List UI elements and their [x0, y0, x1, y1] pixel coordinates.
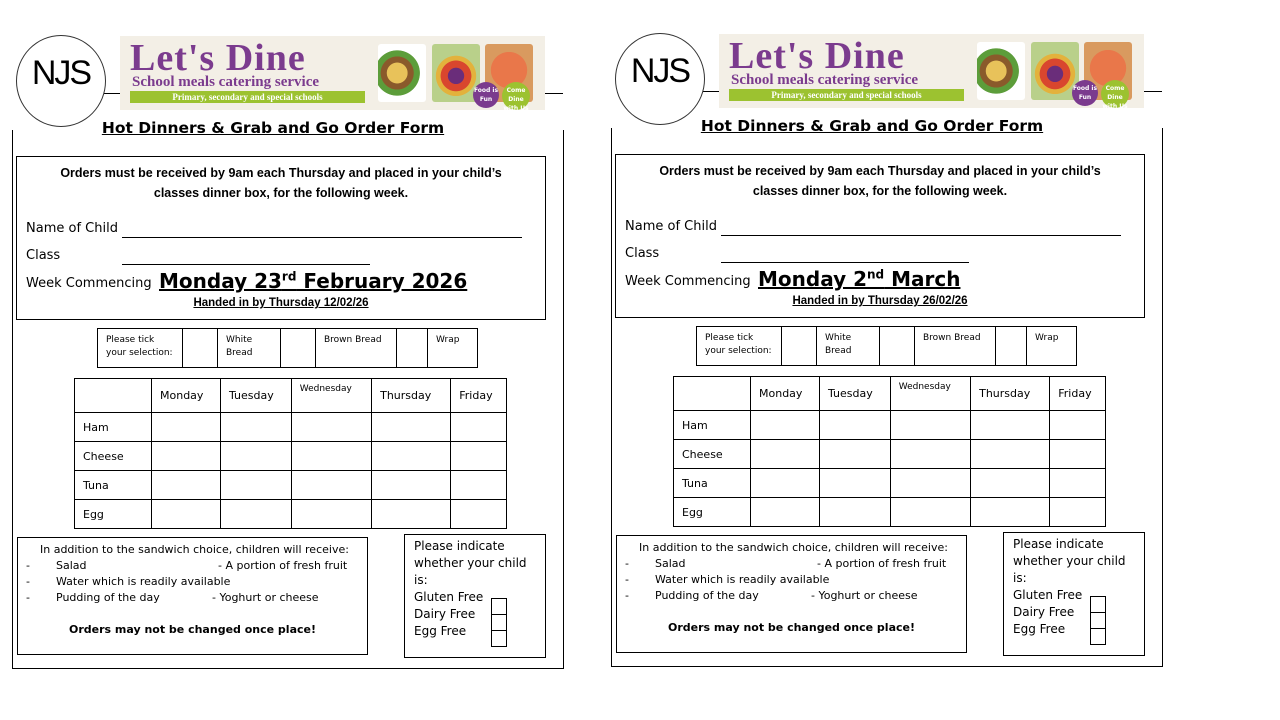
dietary-prompt: Please indicate [1013, 537, 1104, 551]
tick-box-white[interactable] [782, 327, 817, 366]
banner-subtitle: School meals catering service [132, 74, 320, 90]
day-header: Thursday [372, 379, 451, 413]
logo-text: NJS [31, 54, 91, 92]
filling-label: Egg [674, 498, 751, 527]
notice-line: Orders must be received by 9am each Thursday and placed in your child’s [659, 164, 1101, 178]
order-cell[interactable] [819, 469, 890, 498]
white-bread-label: White Bread [218, 329, 281, 368]
order-cell[interactable] [291, 471, 371, 500]
dietary-prompt: Please indicate [414, 539, 505, 553]
order-cell[interactable] [220, 500, 291, 529]
order-cell[interactable] [291, 442, 371, 471]
banner-subtitle: School meals catering service [731, 72, 919, 88]
order-cell[interactable] [372, 500, 451, 529]
order-cell[interactable] [152, 413, 221, 442]
table-row [674, 411, 1106, 440]
filling-label: Ham [674, 411, 751, 440]
wrap-label: Wrap [428, 329, 478, 368]
dietary-prompt: whether your child [414, 556, 527, 570]
dietary-prompt: whether your child [1013, 554, 1126, 568]
week-commencing-date [758, 267, 960, 291]
week-commencing-label: Week Commencing [26, 276, 152, 291]
bread-selection-table [97, 328, 478, 368]
filling-label: Egg [75, 500, 152, 529]
extras-box [17, 537, 368, 655]
divider [545, 93, 563, 94]
extras-item: - Yoghurt or cheese [212, 591, 319, 604]
week-rest: February 2026 [296, 269, 468, 293]
week-commencing-date [159, 269, 467, 293]
corner-cell [75, 379, 152, 413]
filling-label: Tuna [674, 469, 751, 498]
table-header [674, 377, 1106, 411]
day-header: Tuesday [819, 377, 890, 411]
tick-box-wrap[interactable] [996, 327, 1027, 366]
day-header: Monday [152, 379, 221, 413]
lets-dine-banner [120, 36, 545, 110]
order-form [599, 0, 1199, 718]
name-of-child-label: Name of Child [625, 219, 717, 234]
school-logo [16, 35, 106, 127]
extras-box [616, 535, 967, 653]
food-photo-roast [977, 42, 1025, 100]
order-cell[interactable] [372, 413, 451, 442]
class-field[interactable] [721, 262, 969, 263]
extras-item: Salad [56, 559, 87, 572]
bread-selection-table [696, 326, 1077, 366]
handed-in-deadline: Handed in by Thursday 26/02/26 [792, 295, 968, 307]
handed-in-deadline: Handed in by Thursday 12/02/26 [193, 297, 369, 309]
day-header: Wednesday [291, 379, 371, 413]
day-header: Wednesday [890, 377, 970, 411]
order-cell[interactable] [152, 471, 221, 500]
order-cell[interactable] [971, 498, 1050, 527]
table-row [674, 498, 1106, 527]
order-cell[interactable] [1050, 469, 1106, 498]
form-title: Hot Dinners & Grab and Go Order Form [101, 119, 445, 137]
bullet: - [625, 589, 629, 602]
wrap-label: Wrap [1027, 327, 1077, 366]
order-cell[interactable] [971, 469, 1050, 498]
order-cell[interactable] [220, 413, 291, 442]
table-header [75, 379, 507, 413]
day-header: Friday [451, 379, 507, 413]
notice-line: Orders must be received by 9am each Thursday and placed in your child’s [60, 166, 502, 180]
order-details-box [16, 156, 546, 320]
dairy-free-checkbox[interactable] [491, 614, 507, 631]
filling-label: Cheese [674, 440, 751, 469]
order-form [0, 0, 600, 720]
no-changes-warning: Orders may not be changed once place! [667, 621, 915, 634]
order-cell[interactable] [1050, 411, 1106, 440]
dairy-free-label: Dairy Free [414, 607, 476, 621]
food-photo-roast [378, 44, 426, 102]
brown-bread-label: Brown Bread [915, 327, 996, 366]
order-cell[interactable] [291, 500, 371, 529]
order-cell[interactable] [220, 471, 291, 500]
school-logo [615, 33, 705, 125]
corner-cell [674, 377, 751, 411]
filling-label: Cheese [75, 442, 152, 471]
divider [703, 91, 719, 92]
dietary-box [1003, 532, 1145, 656]
order-cell[interactable] [291, 413, 371, 442]
order-cell[interactable] [971, 411, 1050, 440]
gluten-free-label: Gluten Free [1013, 588, 1083, 602]
extras-item: Pudding of the day [655, 589, 759, 602]
order-cell[interactable] [372, 442, 451, 471]
lets-dine-banner [719, 34, 1144, 108]
order-cell[interactable] [819, 411, 890, 440]
notice-line: classes dinner box, for the following week. [752, 184, 1008, 198]
dairy-free-label: Dairy Free [1013, 605, 1075, 619]
order-cell[interactable] [451, 471, 507, 500]
order-cell[interactable] [152, 500, 221, 529]
order-cell[interactable] [152, 442, 221, 471]
white-bread-label: White Bread [817, 327, 880, 366]
extras-item: Water which is readily available [56, 575, 231, 588]
extras-item: Water which is readily available [655, 573, 830, 586]
filling-label: Ham [75, 413, 152, 442]
extras-intro: In addition to the sandwich choice, children will receive: [40, 543, 349, 556]
egg-free-checkbox[interactable] [491, 630, 507, 647]
week-commencing-label: Week Commencing [625, 274, 751, 289]
extras-item: - Yoghurt or cheese [811, 589, 918, 602]
week-day: Monday 23 [159, 269, 282, 293]
egg-free-checkbox[interactable] [1090, 628, 1106, 645]
tick-box-brown[interactable] [281, 329, 316, 368]
week-suffix: nd [867, 267, 885, 282]
extras-item: Salad [655, 557, 686, 570]
gluten-free-checkbox[interactable] [1090, 596, 1106, 613]
order-cell[interactable] [451, 442, 507, 471]
week-day: Monday 2 [758, 267, 867, 291]
table-row [674, 440, 1106, 469]
egg-free-label: Egg Free [1013, 622, 1066, 636]
logo-text: NJS [630, 52, 690, 90]
order-cell[interactable] [451, 413, 507, 442]
order-cell[interactable] [751, 440, 820, 469]
order-cell[interactable] [819, 498, 890, 527]
order-cell[interactable] [890, 498, 970, 527]
divider [1144, 91, 1162, 92]
dietary-box [404, 534, 546, 658]
extras-item: - A portion of fresh fruit [817, 557, 947, 570]
bread-prompt: Please tick your selection: [697, 327, 782, 366]
week-rest: March [884, 267, 961, 291]
order-cell[interactable] [751, 469, 820, 498]
order-cell[interactable] [890, 440, 970, 469]
order-cell[interactable] [819, 440, 890, 469]
name-of-child-label: Name of Child [26, 221, 118, 236]
tick-box-brown[interactable] [880, 327, 915, 366]
deadline-notice [17, 163, 545, 203]
class-field[interactable] [122, 264, 370, 265]
order-cell[interactable] [890, 411, 970, 440]
table-row [674, 469, 1106, 498]
bullet: - [625, 557, 629, 570]
form-title: Hot Dinners & Grab and Go Order Form [700, 117, 1044, 135]
divider [104, 93, 120, 94]
extras-intro: In addition to the sandwich choice, children will receive: [639, 541, 948, 554]
sandwich-order-table [74, 378, 507, 529]
order-cell[interactable] [751, 498, 820, 527]
day-header: Monday [751, 377, 820, 411]
bullet: - [26, 575, 30, 588]
gluten-free-label: Gluten Free [414, 590, 484, 604]
order-cell[interactable] [1050, 498, 1106, 527]
name-of-child-field[interactable] [721, 235, 1121, 236]
order-cell[interactable] [451, 500, 507, 529]
banner-title: Let's Dine [130, 37, 306, 79]
order-cell[interactable] [1050, 440, 1106, 469]
dietary-prompt: is: [414, 573, 428, 587]
gluten-free-checkbox[interactable] [491, 598, 507, 615]
table-row [75, 442, 507, 471]
badge-food-is-fun: Food is Fun [473, 82, 499, 108]
table-row [75, 471, 507, 500]
sandwich-order-table [673, 376, 1106, 527]
tick-box-wrap[interactable] [397, 329, 428, 368]
extras-item: Pudding of the day [56, 591, 160, 604]
order-cell[interactable] [372, 471, 451, 500]
badge-come-dine: Come Dine with Us [502, 82, 530, 110]
class-label: Class [26, 248, 61, 263]
name-of-child-field[interactable] [122, 237, 522, 238]
notice-line: classes dinner box, for the following week. [153, 186, 409, 200]
order-cell[interactable] [751, 411, 820, 440]
day-header: Thursday [971, 377, 1050, 411]
table-row [75, 500, 507, 529]
badge-food-is-fun: Food is Fun [1072, 80, 1098, 106]
filling-label: Tuna [75, 471, 152, 500]
extras-item: - A portion of fresh fruit [218, 559, 348, 572]
no-changes-warning: Orders may not be changed once place! [68, 623, 316, 636]
order-cell[interactable] [890, 469, 970, 498]
day-header: Tuesday [220, 379, 291, 413]
tick-box-white[interactable] [183, 329, 218, 368]
deadline-notice [616, 161, 1144, 201]
order-details-box [615, 154, 1145, 318]
bullet: - [625, 573, 629, 586]
banner-tagline: Primary, secondary and special schools [130, 91, 365, 103]
day-header: Friday [1050, 377, 1106, 411]
brown-bread-label: Brown Bread [316, 329, 397, 368]
bullet: - [26, 591, 30, 604]
bread-prompt: Please tick your selection: [98, 329, 183, 368]
table-row [75, 413, 507, 442]
dietary-prompt: is: [1013, 571, 1027, 585]
week-suffix: rd [281, 269, 297, 284]
bullet: - [26, 559, 30, 572]
order-cell[interactable] [220, 442, 291, 471]
dairy-free-checkbox[interactable] [1090, 612, 1106, 629]
egg-free-label: Egg Free [414, 624, 467, 638]
class-label: Class [625, 246, 660, 261]
order-cell[interactable] [971, 440, 1050, 469]
banner-title: Let's Dine [729, 35, 905, 77]
badge-come-dine: Come Dine with Us [1101, 80, 1129, 108]
banner-tagline: Primary, secondary and special schools [729, 89, 964, 101]
